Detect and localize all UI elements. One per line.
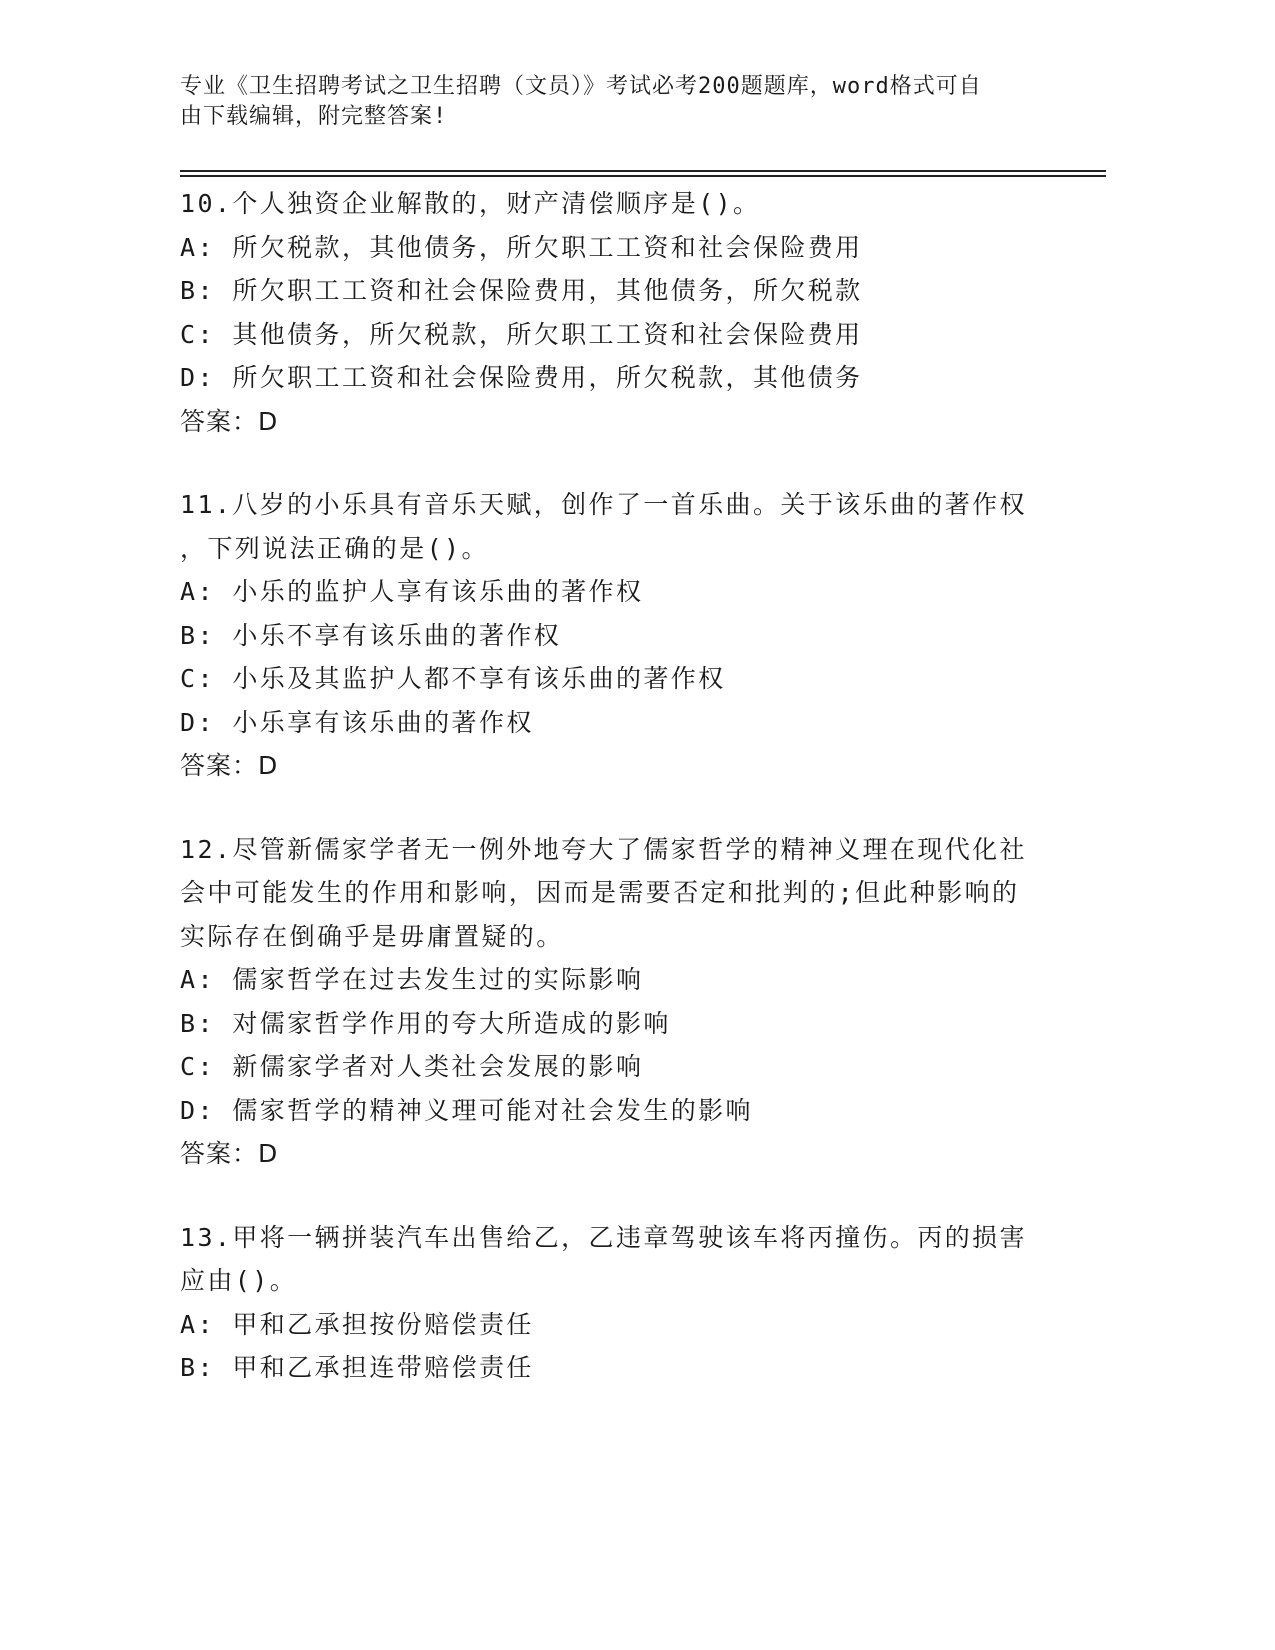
option-d: D: 儒家哲学的精神义理可能对社会发生的影响 (180, 1095, 753, 1125)
option-a: A: 小乐的监护人享有该乐曲的著作权 (180, 577, 644, 606)
question-stem (180, 828, 1050, 959)
option-b: B: 小乐不享有该乐曲的著作权 (180, 620, 562, 650)
stem-line: 13.甲将一辆拼装汽车出售给乙，乙违章驾驶该车将丙撞伤。丙的损害 (180, 1222, 1027, 1252)
header-divider-bottom (180, 175, 1106, 177)
option-c: C: 新儒家学者对人类社会发展的影响 (180, 1052, 644, 1081)
stem-line: 12.尽管新儒家学者无一例外地夸大了儒家哲学的精神义理在现代化社 (180, 834, 1027, 864)
document-header (180, 72, 1040, 132)
option-d: D: 小乐享有该乐曲的著作权 (180, 707, 534, 737)
answer: 答案：D (180, 751, 279, 780)
option-b: B: 甲和乙承担连带赔偿责任 (180, 1353, 534, 1382)
option-a: A: 所欠税款，其他债务，所欠职工工资和社会保险费用 (180, 232, 863, 262)
question-stem (180, 483, 1050, 570)
header-divider-top (180, 170, 1106, 172)
option-b: B: 对儒家哲学作用的夸大所造成的影响 (180, 1008, 671, 1038)
option-a: A: 甲和乙承担按份赔偿责任 (180, 1309, 534, 1339)
stem-line: 10.个人独资企业解散的，财产清偿顺序是()。 (180, 189, 761, 218)
option-a: A: 儒家哲学在过去发生过的实际影响 (180, 965, 644, 994)
question-13 (180, 1216, 1050, 1390)
question-11 (180, 483, 1050, 788)
question-stem (180, 1216, 1050, 1303)
question-stem (180, 182, 1050, 226)
stem-line: 会中可能发生的作用和影响，因而是需要否定和批判的;但此种影响的 (180, 878, 1020, 907)
option-c: C: 小乐及其监护人都不享有该乐曲的著作权 (180, 664, 726, 693)
stem-line: 11.八岁的小乐具有音乐天赋，创作了一首乐曲。关于该乐曲的著作权 (180, 490, 1027, 519)
header-line-1: 专业《卫生招聘考试之卫生招聘（文员）》考试必考200题题库，word格式可自 (180, 74, 982, 99)
question-list (180, 182, 1050, 1430)
stem-line: 实际存在倒确乎是毋庸置疑的。 (180, 921, 564, 951)
option-d: D: 所欠职工工资和社会保险费用，所欠税款，其他债务 (180, 363, 863, 392)
question-10 (180, 182, 1050, 443)
answer: 答案：D (180, 406, 279, 436)
option-c: C: 其他债务，所欠税款，所欠职工工资和社会保险费用 (180, 319, 863, 349)
stem-line: 应由()。 (180, 1266, 298, 1295)
question-12 (180, 828, 1050, 1176)
answer: 答案：D (180, 1139, 279, 1168)
stem-line: ，下列说法正确的是()。 (180, 533, 489, 563)
header-line-2: 由下载编辑，附完整答案! (180, 104, 448, 129)
option-b: B: 所欠职工工资和社会保险费用，其他债务，所欠税款 (180, 276, 863, 305)
